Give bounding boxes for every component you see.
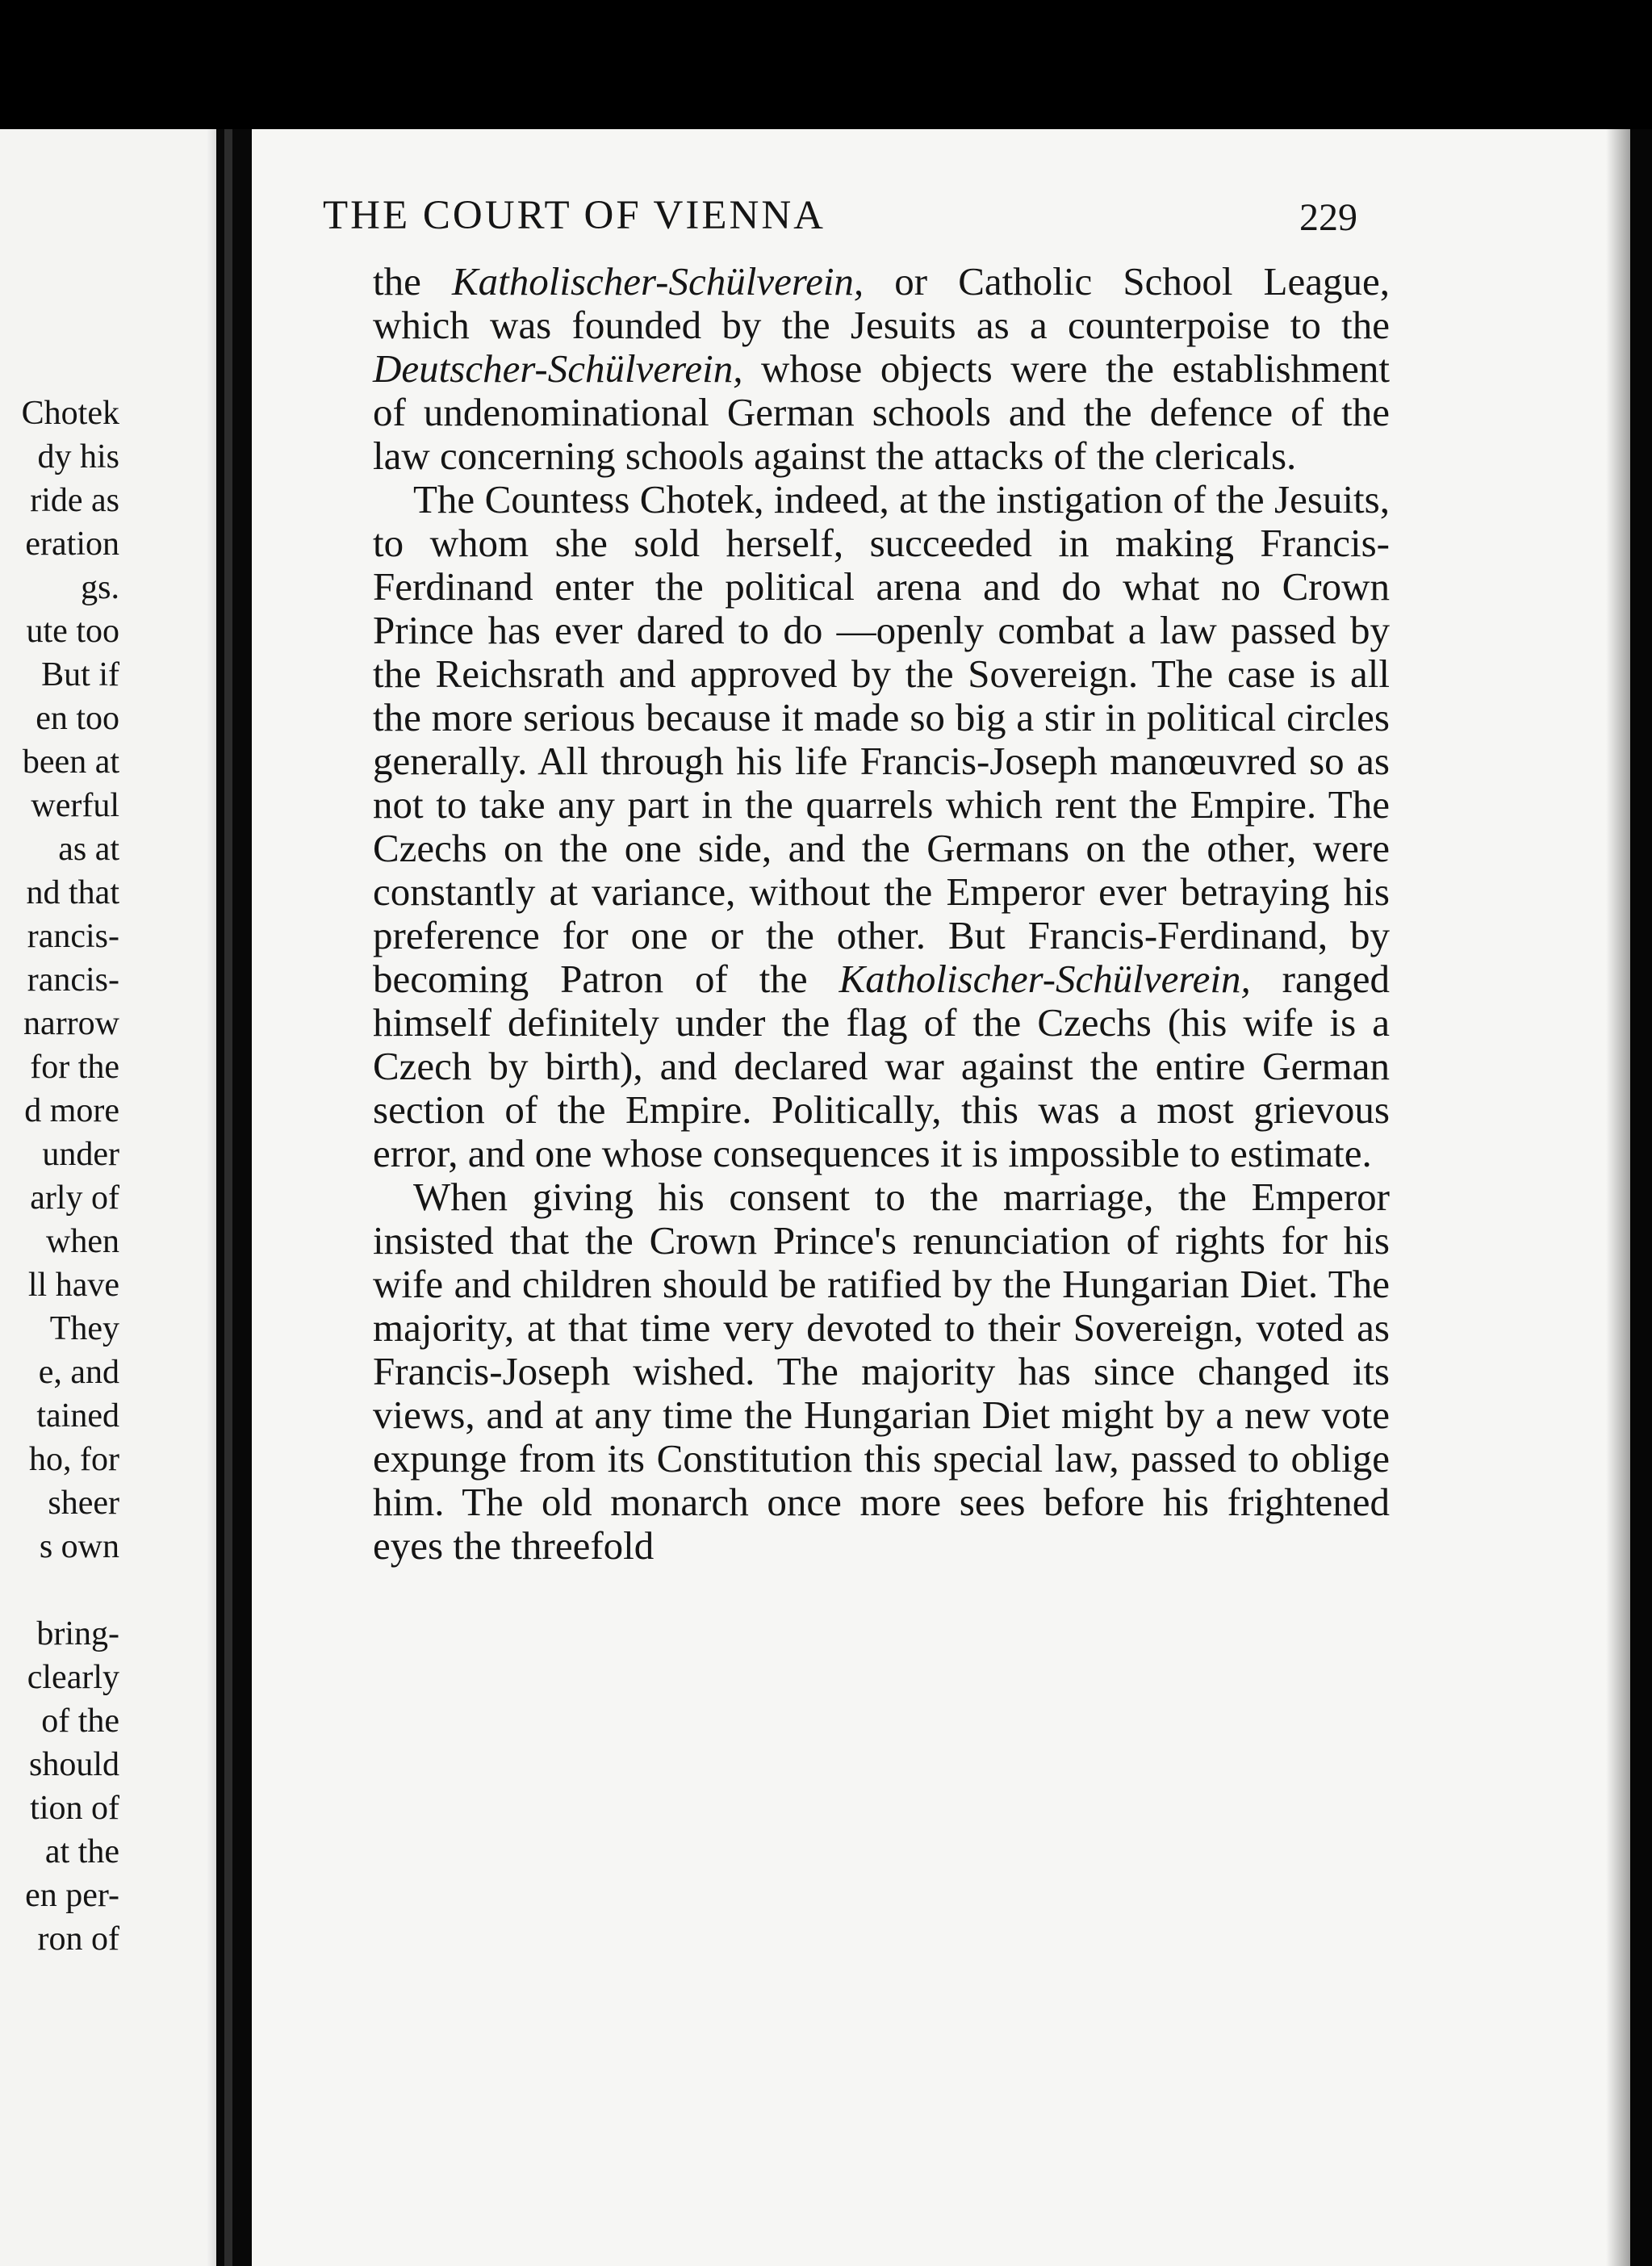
book-spine — [216, 129, 252, 2266]
left-page-line: gs. — [81, 569, 119, 606]
left-page-line: en too — [36, 700, 119, 737]
text-run: The Countess Chotek, indeed, at the instigation of the Jesuits, to whom she sold herself, succeeded in making Francis-Ferdinand enter the political arena and do what no Crown Prince has ever dared to do —openly combat a law passed by the Reichsrath and approved by the Sovereign. The case is all the more serious because it made so big a stir in political circles generally. All through his life Francis-Joseph manœuvred so as not to take any part in the quarrels which rent the Empire. The Czechs on the one side, and the Germans on the other, were constantly at variance, without the Emperor ever betraying his preference for one or the other. But Francis-Ferdinand, by becoming Patron of the — [373, 477, 1390, 1001]
left-page-line: as at — [58, 831, 119, 868]
left-page-line: But if — [41, 656, 119, 693]
paragraph — [373, 260, 1390, 478]
left-page-line: werful — [31, 787, 119, 824]
spine-edge-highlight — [224, 129, 232, 2266]
text-run: or Catholic School League, which was founded by the Jesuits as a counterpoise to the — [373, 259, 1390, 347]
left-page-line: s own — [39, 1528, 119, 1565]
left-page-line: dy his — [37, 438, 119, 475]
left-page-line: at the — [44, 1833, 119, 1870]
left-facing-page — [0, 129, 224, 2266]
running-head-title: THE COURT OF VIENNA — [323, 193, 826, 238]
italic-term: Deutscher-Schülverein, — [373, 346, 743, 391]
left-page-line: rancis- — [27, 961, 119, 999]
left-page-line: d more — [24, 1092, 119, 1129]
left-page-line: been at — [22, 743, 119, 781]
paragraph — [373, 478, 1390, 1175]
paragraph — [373, 1175, 1390, 1568]
left-page-line: ron of — [37, 1920, 119, 1958]
left-page-line: for the — [30, 1049, 119, 1086]
left-page-line: ride as — [30, 482, 119, 519]
left-page-line: narrow — [23, 1005, 119, 1042]
left-page-line: sheer — [48, 1485, 119, 1522]
page-edge-shadow — [1606, 129, 1630, 2266]
left-page-line — [0, 1569, 119, 1612]
left-page-line: tained — [36, 1397, 119, 1435]
text-run: the — [373, 259, 452, 304]
page-number: 229 — [1299, 196, 1357, 239]
left-page-line: bring- — [36, 1615, 119, 1652]
left-page-line: They — [49, 1310, 119, 1347]
left-page-line: nd that — [26, 874, 119, 911]
left-page-line: should — [28, 1746, 119, 1783]
left-page-line: e, and — [38, 1354, 119, 1391]
left-page-line: ute too — [26, 613, 119, 650]
left-page-line: rancis- — [27, 918, 119, 955]
left-page-line: ll have — [27, 1267, 119, 1304]
left-page-line: en per- — [25, 1877, 119, 1914]
left-page-line: when — [46, 1223, 119, 1260]
running-head — [323, 192, 1388, 250]
left-page-line: Chotek — [21, 395, 119, 432]
left-page-line: of the — [41, 1703, 119, 1740]
left-page-line: clearly — [27, 1659, 119, 1696]
body-text — [373, 260, 1390, 1568]
text-run: When giving his consent to the marriage, the Emperor insisted that the Crown Prince's renunciation of rights for his wife and children should be ratified by the Hungarian Diet. The majority, at that time very devoted to their Sovereign, voted as Francis-Joseph wished. The majority has since changed its views, and at any time the Hungarian Diet might by a new vote expunge from its Constitution this special law, passed to oblige him. The old monarch once more sees before his frightened eyes the threefold — [373, 1175, 1390, 1568]
left-page-line: arly of — [30, 1179, 119, 1217]
scan-right-border — [1630, 129, 1652, 2266]
left-page-line: ho, for — [29, 1441, 119, 1478]
left-page-text-fragments — [0, 392, 119, 1961]
left-page-line: tion of — [30, 1790, 119, 1827]
text-run: ranged himself definitely under the flag of the Czechs (his wife is a Czech by birth), and declared war against the entire German section of the Empire. Politically, this was a most grievous error, and one whose consequences it is impossible to estimate. — [373, 957, 1390, 1175]
italic-term: Katholischer-Schülverein, — [451, 259, 864, 304]
italic-term: Katholischer-Schülverein, — [839, 957, 1251, 1001]
left-page-line: eration — [25, 526, 119, 563]
left-page-line: under — [42, 1136, 119, 1173]
text-run: whose objects were the establishment of undenominational German schools and the defence of the law concerning schools against the attacks of the clericals. — [373, 346, 1390, 478]
